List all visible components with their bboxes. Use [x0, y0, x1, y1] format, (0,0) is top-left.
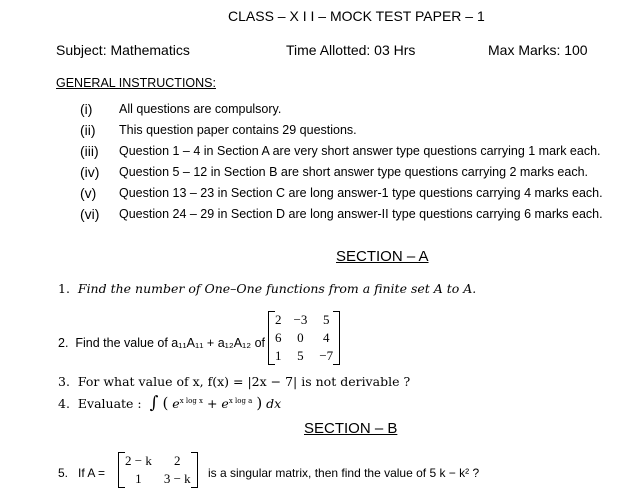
- matrix-cell: 6: [275, 330, 282, 345]
- matrix-cell: 1: [135, 471, 142, 486]
- matrix-cell: 0: [297, 330, 304, 345]
- document-page: CLASS – X I I – MOCK TEST PAPER – 1 Subject: Mathematics Time Allotted: 03 Hrs Max Marks: 100 GENERAL INSTRUCTIONS: (i) All questions are compulsory. (ii) This question paper contains 29 questions. (iii) Question 1 – 4 in Section A are very short answer type questions carrying 1 mark each. (iv) Question 5 – 12 in Section B are short answer type questions carrying 2 marks each. (v) Question 13 – 23 in Section C are long answer-1 type questions carrying 4 marks each. (vi) Question 24 – 29 in Section D are long answer-II type questions carrying 6 marks each. SECTION – A 1. Find the number of One–One functions from a finite set A to A. 2. Find the value of a₁₁A₁₁ + a₁₂A₁₂ of 2 −3 5 6 0 4 1 5 −7 3. For what value of x, f(x) = |2x − 7| is not derivable ? 4. Evaluate : ∫ ( $e^{x log x} + e^{x log a}$ ) dx SECTION – B 5. If A = 2 − k 2 1 3 − k is a singular matrix, then find the value of 5 k − k² ?: [0, 0, 636, 496]
- time-allotted: Time Allotted: 03 Hrs: [286, 42, 416, 58]
- section-a-heading: SECTION – A: [336, 248, 429, 265]
- section-b-heading: SECTION – B: [304, 420, 398, 437]
- matrix-cell: −3: [293, 312, 308, 327]
- matrix-cell: 3 − k: [163, 471, 191, 486]
- question-3: 3. For what value of x, f(x) = |2x − 7| is not derivable ?: [58, 374, 411, 389]
- matrix-cell: 2: [275, 312, 282, 327]
- matrix-cell: 2 − k: [125, 453, 152, 468]
- question-2: 2. Find the value of a₁₁A₁₁ + a₁₂A₁₂ of: [58, 336, 266, 350]
- question-5: 5. If A =: [58, 466, 106, 480]
- question-1: 1. Find the number of One–One functions from a finite set A to A.: [58, 281, 477, 296]
- question-5-text: is a singular matrix, then find the value of 5 k − k² ?: [208, 466, 480, 480]
- paper-title: CLASS – X I I – MOCK TEST PAPER – 1: [228, 8, 485, 24]
- matrix-cell: 1: [275, 348, 282, 363]
- matrix-cell: −7: [319, 348, 334, 363]
- subject: Subject: Mathematics: [56, 42, 190, 58]
- question-4: 4. Evaluate : ∫ ( $e^{x log x} + e^{x log a}$ ) dx: [58, 393, 282, 413]
- matrix-cell: 5: [297, 348, 304, 363]
- matrix-cell: 5: [323, 312, 330, 327]
- matrix-cell: 2: [174, 453, 181, 468]
- matrix-q5: [118, 452, 198, 488]
- matrix-cell: 4: [323, 330, 330, 345]
- max-marks: Max Marks: 100: [488, 42, 588, 58]
- matrix-q2: [268, 311, 340, 365]
- instructions-heading: GENERAL INSTRUCTIONS:: [56, 76, 216, 90]
